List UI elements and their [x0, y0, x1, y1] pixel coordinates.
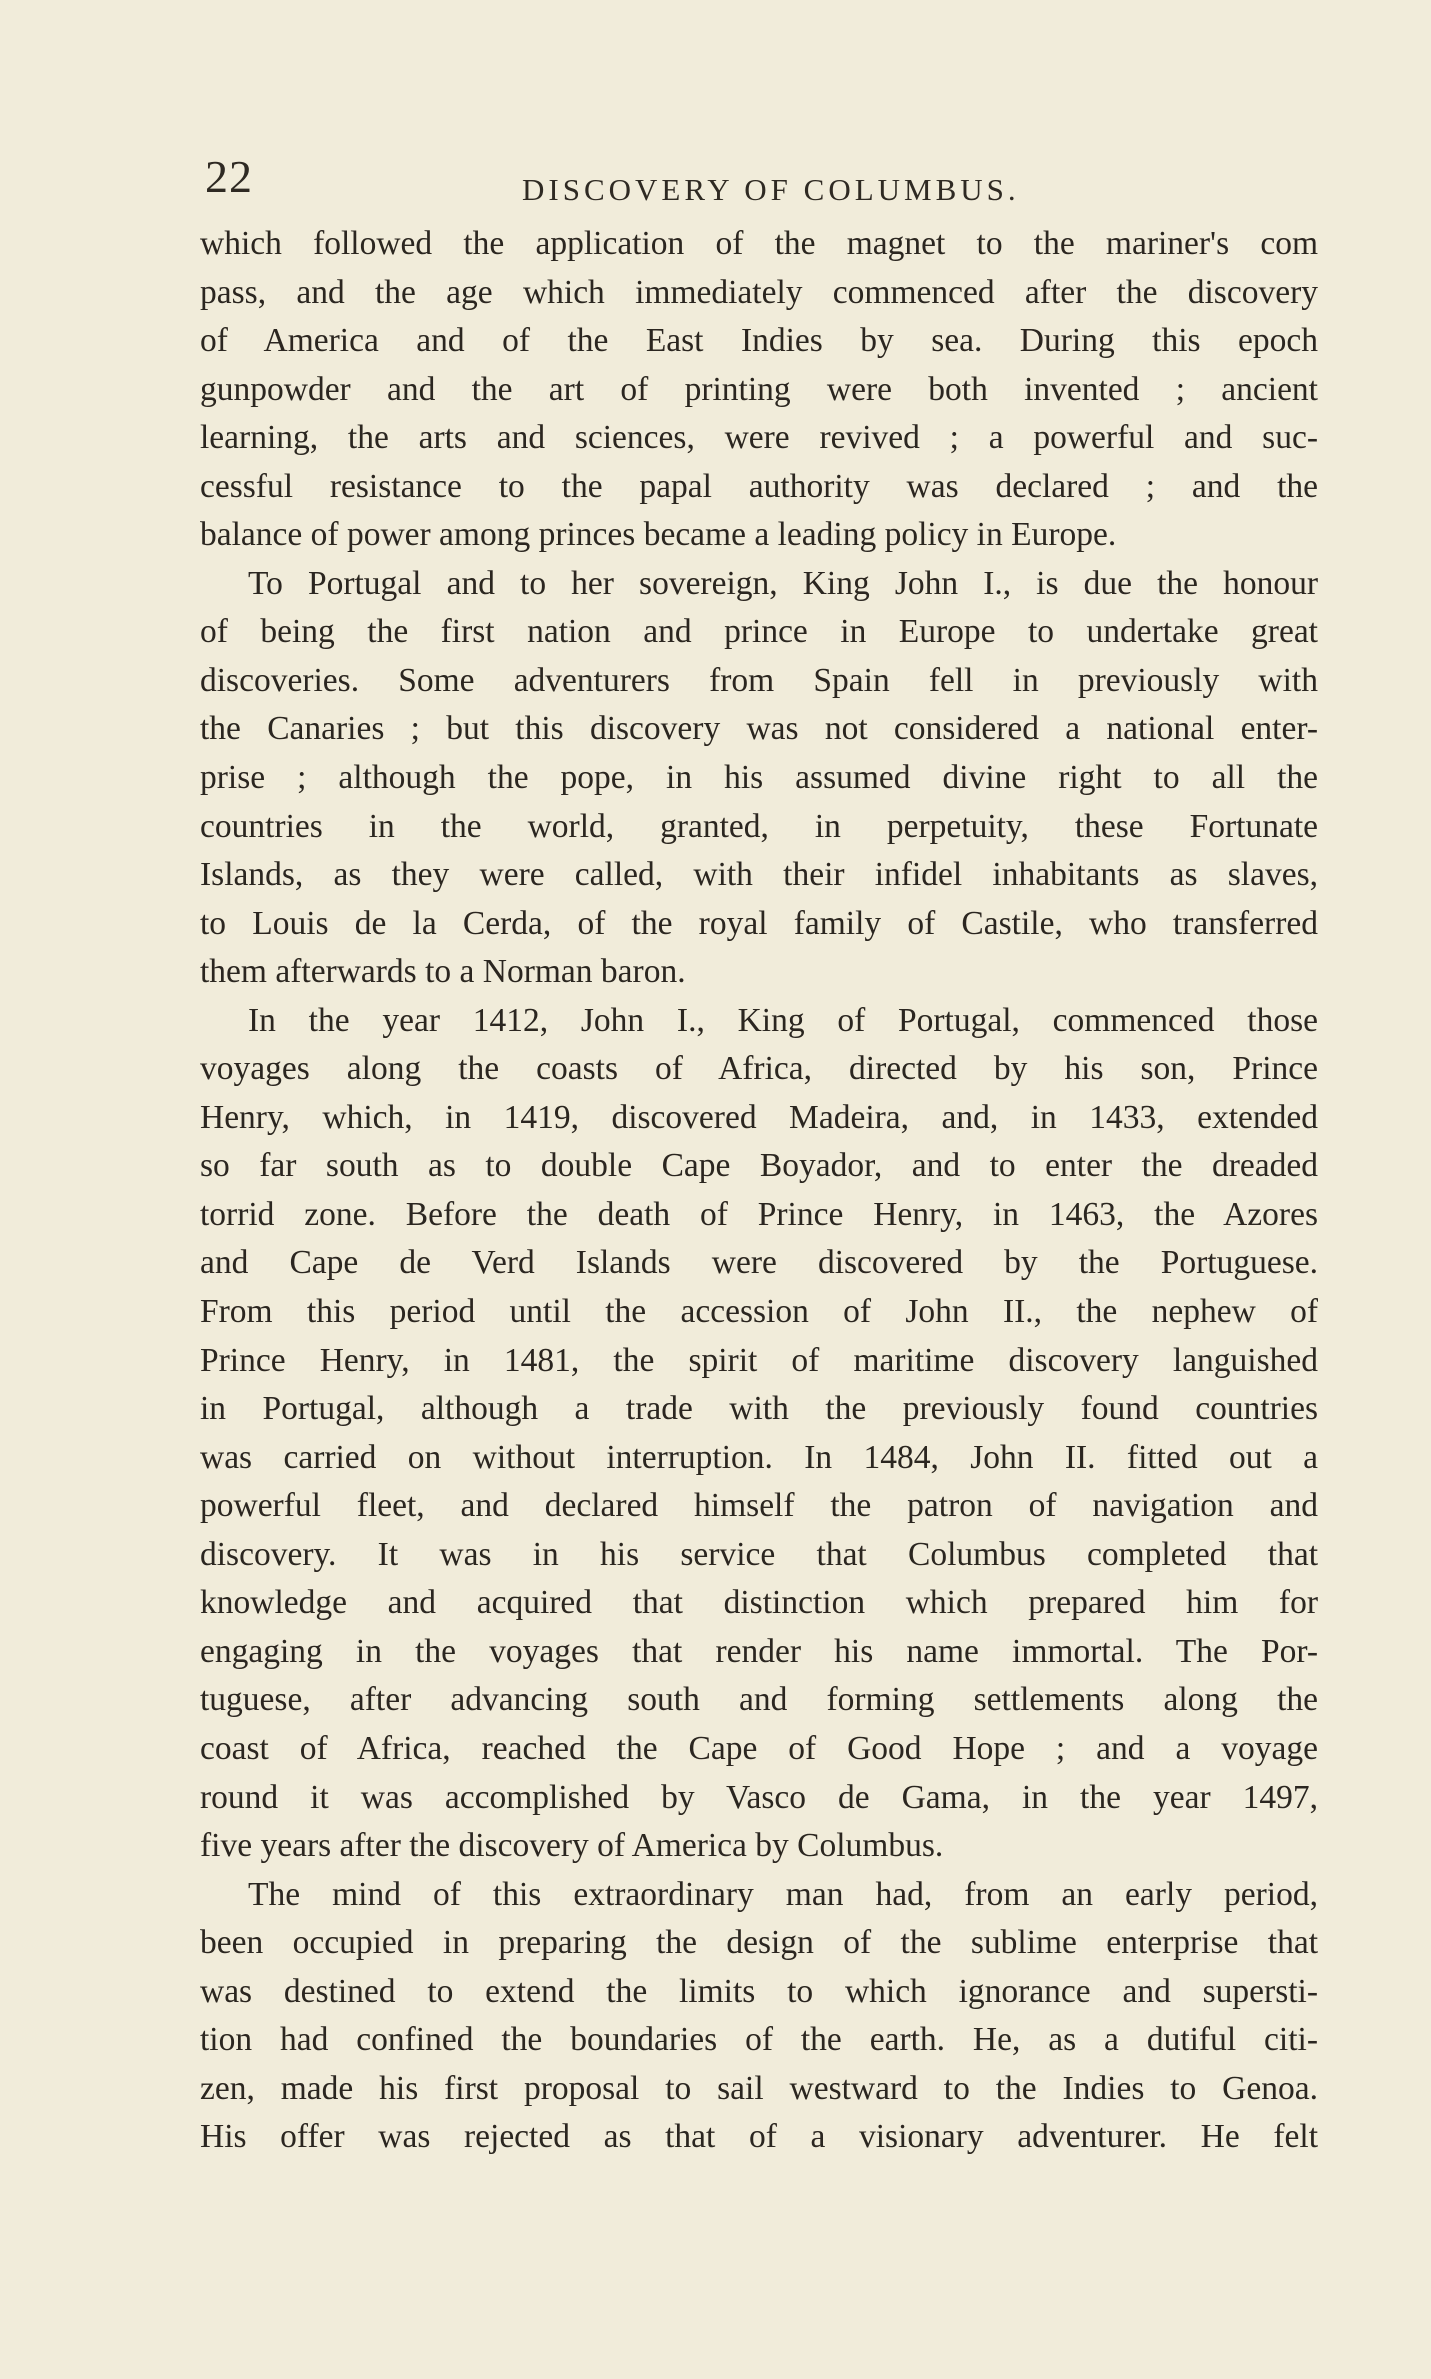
text-line: cessful resistance to the papal authority was declared ; and the — [200, 467, 1318, 505]
running-head: DISCOVERY OF COLUMBUS. — [522, 172, 1020, 207]
text-line: them afterwards to a Norman baron. — [200, 953, 686, 991]
text-line: five years after the discovery of America by Columbus. — [200, 1827, 944, 1865]
text-line: in Portugal, although a trade with the previously found countries — [200, 1390, 1318, 1428]
text-line: In the year 1412, John I., King of Portugal, commenced those — [248, 1001, 1318, 1039]
text-line: The mind of this extraordinary man had, from an early period, — [248, 1875, 1318, 1913]
text-line: and Cape de Verd Islands were discovered by the Portuguese. — [200, 1244, 1318, 1282]
text-line: discovery. It was in his service that Columbus completed that — [200, 1535, 1318, 1573]
text-line: discoveries. Some adventurers from Spain fell in previously with — [200, 661, 1318, 699]
text-line: of America and of the East Indies by sea. During this epoch — [200, 322, 1318, 360]
text-line: so far south as to double Cape Boyador, and to enter the dreaded — [200, 1147, 1318, 1185]
text-line: Prince Henry, in 1481, the spirit of maritime discovery languished — [200, 1341, 1318, 1379]
text-line: learning, the arts and sciences, were revived ; a powerful and suc- — [200, 419, 1318, 457]
text-line: pass, and the age which immediately commenced after the discovery — [200, 273, 1318, 311]
text-line: which followed the application of the magnet to the mariner's com — [200, 225, 1318, 262]
text-line: to Louis de la Cerda, of the royal family of Castile, who transferred — [200, 904, 1318, 942]
paragraph — [200, 220, 1318, 560]
text-line: engaging in the voyages that render his name immortal. The Por- — [200, 1632, 1318, 1670]
text-line: To Portugal and to her sovereign, King John I., is due the honour — [248, 564, 1318, 602]
text-line: gunpowder and the art of printing were both invented ; ancient — [200, 370, 1318, 408]
text-line: tuguese, after advancing south and forming settlements along the — [200, 1681, 1318, 1719]
page-number: 22 — [205, 151, 253, 202]
text-line: was carried on without interruption. In 1484, John II. fitted out a — [200, 1438, 1318, 1476]
paragraph — [200, 560, 1318, 997]
text-line: coast of Africa, reached the Cape of Good Hope ; and a voyage — [200, 1729, 1318, 1767]
text-line: Islands, as they were called, with their infidel inhabitants as slaves, — [200, 856, 1318, 894]
text-line: balance of power among princes became a leading policy in Europe. — [200, 516, 1117, 554]
paragraph — [200, 1871, 1318, 2162]
text-line: zen, made his first proposal to sail westward to the Indies to Genoa. — [200, 2069, 1318, 2107]
body-text — [200, 220, 1318, 2162]
paragraph — [200, 997, 1318, 1871]
text-line: been occupied in preparing the design of the sublime enterprise that — [200, 1924, 1318, 1962]
text-line: torrid zone. Before the death of Prince Henry, in 1463, the Azores — [200, 1195, 1318, 1233]
text-line: Henry, which, in 1419, discovered Madeira, and, in 1433, extended — [200, 1098, 1318, 1136]
text-line: knowledge and acquired that distinction which prepared him for — [200, 1584, 1318, 1622]
text-line: From this period until the accession of John II., the nephew of — [200, 1293, 1318, 1331]
text-line: prise ; although the pope, in his assumed divine right to all the — [200, 759, 1318, 797]
text-line: the Canaries ; but this discovery was not considered a national enter- — [200, 710, 1318, 748]
text-line: countries in the world, granted, in perpetuity, these Fortunate — [200, 807, 1318, 845]
text-line: was destined to extend the limits to which ignorance and supersti- — [200, 1972, 1318, 2010]
text-line: His offer was rejected as that of a visionary adventurer. He felt — [200, 2118, 1318, 2156]
text-line: powerful fleet, and declared himself the patron of navigation and — [200, 1487, 1318, 1525]
text-line: round it was accomplished by Vasco de Gama, in the year 1497, — [200, 1778, 1318, 1816]
text-line: tion had confined the boundaries of the earth. He, as a dutiful citi- — [200, 2021, 1318, 2059]
text-line: voyages along the coasts of Africa, directed by his son, Prince — [200, 1050, 1318, 1088]
text-line: of being the first nation and prince in Europe to undertake great — [200, 613, 1318, 651]
